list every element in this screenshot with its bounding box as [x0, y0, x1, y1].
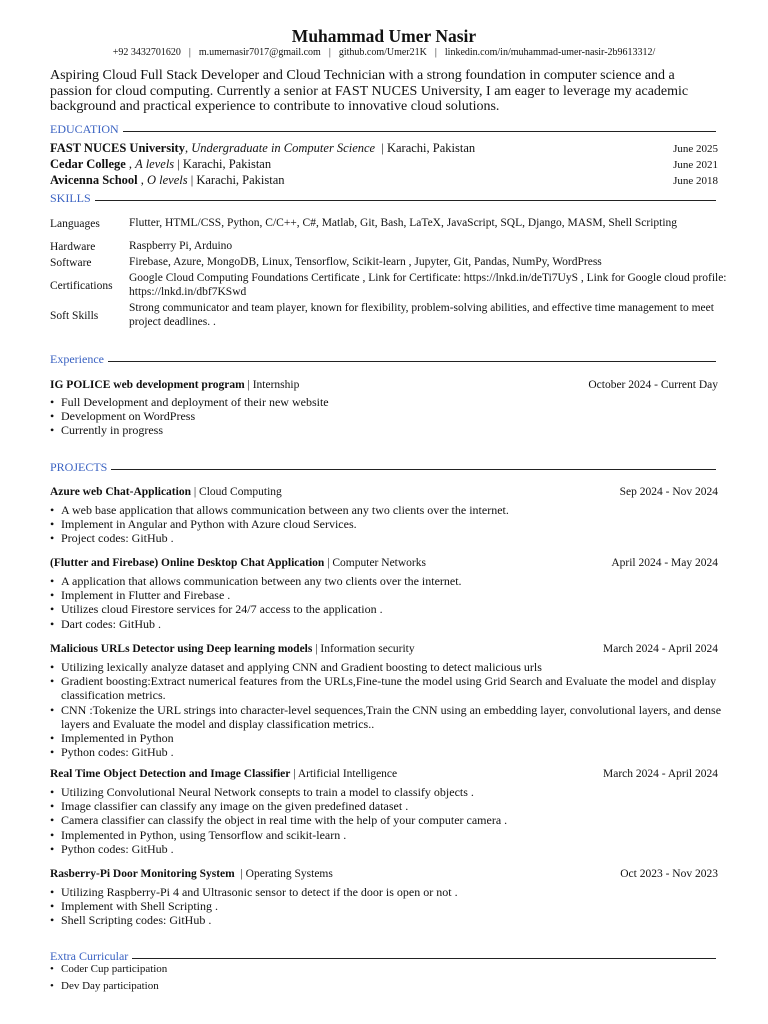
skill-row: [50, 301, 730, 330]
bullet-item: • Development on WordPress: [50, 409, 722, 423]
contact-separator: |: [328, 47, 331, 58]
item-subtitle: Cloud Computing: [199, 486, 282, 498]
bullet-item: • CNN :Tokenize the URL strings into character-level sequences,Train the CNN using an embedding layer, convolutional layers, and dense layers and Evaluate the model and display classification metrics..: [50, 703, 722, 731]
section-title: Experience: [50, 351, 104, 366]
item-date: Oct 2023 - Nov 2023: [620, 868, 718, 880]
bullet-item: • Utilizing Raspberry-Pi 4 and Ultrasonic sensor to detect if the door is open or not .: [50, 885, 722, 899]
section-title: EDUCATION: [50, 121, 119, 136]
skill-value: Firebase, Azure, MongoDB, Linux, Tensorflow, Scikit-learn , Jupyter, Git, Pandas, NumPy, WordPress: [129, 255, 602, 268]
item-title: Real Time Object Detection and Image Classifier: [50, 768, 291, 780]
location: | Karachi, Pakistan: [177, 157, 272, 171]
education-row: Avicenna School , O levels | Karachi, Pakistan June 2018: [50, 173, 718, 187]
bullet-item: • A application that allows communication between any two clients over the internet.: [50, 574, 722, 588]
item-subtitle: Computer Networks: [332, 557, 426, 569]
education-date: June 2021: [673, 159, 718, 171]
degree: O levels: [147, 173, 188, 187]
project-bullets: [50, 503, 722, 546]
skills-section-header: [50, 190, 716, 206]
skill-row: [50, 271, 730, 300]
item-subtitle: Operating Systems: [245, 868, 333, 880]
bullet-item: • Camera classifier can classify the object in real time with the help of your computer camera .: [50, 813, 722, 827]
item-title: (Flutter and Firebase) Online Desktop Chat Application: [50, 557, 325, 569]
section-divider: [111, 469, 716, 470]
project-bullets: [50, 785, 722, 856]
project-item-header: Malicious URLs Detector using Deep learning models | Information security March 2024 - April 2024: [50, 643, 718, 655]
bullet-item: • Project codes: GitHub .: [50, 531, 722, 545]
skill-row: [50, 209, 730, 238]
location: | Karachi, Pakistan: [190, 173, 285, 187]
section-divider: [123, 131, 716, 132]
bullet-item: • A web base application that allows communication between any two clients over the internet.: [50, 503, 722, 517]
item-title: IG POLICE web development program: [50, 379, 245, 391]
item-date: March 2024 - April 2024: [603, 643, 718, 655]
skill-value: Raspberry Pi, Arduino: [129, 239, 233, 252]
phone-number: +92 3432701620: [112, 47, 181, 58]
section-title: Extra Curricular: [50, 948, 129, 963]
section-divider: [108, 361, 716, 362]
bullet-item: • Gradient boosting:Extract numerical features from the URLs,Fine-tune the model using Grid Search and Evaluate the model and display classification metrics.: [50, 674, 722, 702]
skill-value: Google Cloud Computing Foundations Certificate , Link for Certificate: https://lnkd.in/deTi7UyS , Link for Google cloud profile: https://lnkd.in/dbf7KSwd: [129, 271, 727, 298]
summary-paragraph: Aspiring Cloud Full Stack Developer and Cloud Technician with a strong foundation in computer science and a passion for cloud computing. Currently a senior at FAST NUCES University, I am eager to leverage my academic background and practical experience to contribute to innovative cloud solutions.: [50, 68, 689, 114]
bullet-item: • Coder Cup participation: [50, 961, 722, 978]
section-divider: [95, 200, 716, 201]
bullet-item: • Shell Scripting codes: GitHub .: [50, 913, 722, 927]
skill-label: Software: [50, 256, 92, 269]
school-name: FAST NUCES University: [50, 141, 185, 155]
education-row: Cedar College , A levels | Karachi, Pakistan June 2021: [50, 157, 718, 171]
bullet-item: • Full Development and deployment of their new website: [50, 395, 722, 409]
bullet-item: • Implemented in Python: [50, 731, 722, 745]
experience-section-header: [50, 351, 716, 367]
skill-label: Hardware: [50, 240, 96, 253]
item-subtitle: Internship: [252, 379, 300, 391]
project-item-header: (Flutter and Firebase) Online Desktop Chat Application | Computer Networks April 2024 - May 2024: [50, 557, 718, 569]
experience-bullets: [50, 395, 722, 438]
bullet-item: • Implement in Angular and Python with Azure cloud Services.: [50, 517, 722, 531]
bullet-item: • Image classifier can classify any image on the given predefined dataset .: [50, 799, 722, 813]
degree: Undergraduate in Computer Science: [191, 141, 376, 155]
bullet-item: • Dev Day participation: [50, 978, 722, 995]
project-bullets: [50, 885, 722, 928]
item-date: Sep 2024 - Nov 2024: [619, 486, 718, 498]
section-title: SKILLS: [50, 190, 91, 205]
item-date: April 2024 - May 2024: [611, 557, 718, 569]
item-date: March 2024 - April 2024: [603, 768, 718, 780]
bullet-item: • Implement in Flutter and Firebase .: [50, 588, 722, 602]
bullet-item: • Utilizing Convolutional Neural Network consepts to train a model to classify objects .: [50, 785, 722, 799]
section-divider: [132, 958, 716, 959]
github-link[interactable]: github.com/Umer21K: [338, 47, 427, 58]
location: | Karachi, Pakistan: [381, 141, 476, 155]
bullet-item: • Currently in progress: [50, 423, 722, 437]
skill-row: [50, 255, 730, 270]
bullet-item: • Utilizes cloud Firestore services for 24/7 access to the application .: [50, 602, 722, 616]
bullet-item: • Python codes: GitHub .: [50, 745, 722, 759]
item-date: October 2024 - Current Day: [588, 379, 718, 391]
degree: A levels: [135, 157, 175, 171]
bullet-item: • Dart codes: GitHub .: [50, 617, 722, 631]
item-title: Malicious URLs Detector using Deep learning models: [50, 643, 313, 655]
education-date: June 2018: [673, 175, 718, 187]
item-title: Rasberry-Pi Door Monitoring System: [50, 868, 235, 880]
skill-label: Certifications: [50, 279, 113, 292]
project-item-header: Real Time Object Detection and Image Classifier | Artificial Intelligence March 2024 - April 2024: [50, 768, 718, 780]
item-subtitle: Artificial Intelligence: [297, 768, 398, 780]
project-bullets: [50, 574, 722, 631]
skill-value: Strong communicator and team player, known for flexibility, problem-solving abilities, and effective time management to meet project deadlines. .: [129, 301, 714, 328]
project-bullets: [50, 660, 722, 759]
projects-section-header: [50, 459, 716, 475]
extra-curricular-list: [50, 961, 722, 994]
education-row: FAST NUCES University, Undergraduate in Computer Science | Karachi, Pakistan June 2025: [50, 141, 718, 155]
item-subtitle: Information security: [320, 643, 415, 655]
skill-label: Languages: [50, 217, 100, 230]
bullet-item: • Implement with Shell Scripting .: [50, 899, 722, 913]
contact-separator: |: [188, 47, 191, 58]
project-item-header: Rasberry-Pi Door Monitoring System | Operating Systems Oct 2023 - Nov 2023: [50, 868, 718, 880]
bullet-item: • Python codes: GitHub .: [50, 842, 722, 856]
education-date: June 2025: [673, 143, 718, 155]
contact-separator: |: [434, 47, 437, 58]
experience-item-header: IG POLICE web development program | Internship October 2024 - Current Day: [50, 379, 718, 391]
skill-label: Soft Skills: [50, 309, 99, 322]
email-link[interactable]: m.umernasir7017@gmail.com: [198, 47, 321, 58]
item-title: Azure web Chat-Application: [50, 486, 191, 498]
bullet-item: • Implemented in Python, using Tensorflow and scikit-learn .: [50, 828, 722, 842]
skill-row: [50, 239, 730, 254]
project-item-header: Azure web Chat-Application | Cloud Computing Sep 2024 - Nov 2024: [50, 486, 718, 498]
education-section-header: [50, 121, 716, 137]
section-title: PROJECTS: [50, 459, 108, 474]
candidate-name: Muhammad Umer Nasir: [291, 26, 477, 46]
contact-line: [0, 46, 768, 59]
school-name: Avicenna School: [50, 173, 138, 187]
bullet-item: • Utilizing lexically analyze dataset and applying CNN and Gradient boosting to detect malicious urls: [50, 660, 722, 674]
linkedin-link[interactable]: linkedin.com/in/muhammad-umer-nasir-2b9613312/: [444, 47, 656, 58]
school-name: Cedar College: [50, 157, 126, 171]
skill-value: Flutter, HTML/CSS, Python, C/C++, C#, Matlab, Git, Bash, LaTeX, JavaScript, SQL, Django, MASM, Shell Scripting: [129, 216, 678, 229]
